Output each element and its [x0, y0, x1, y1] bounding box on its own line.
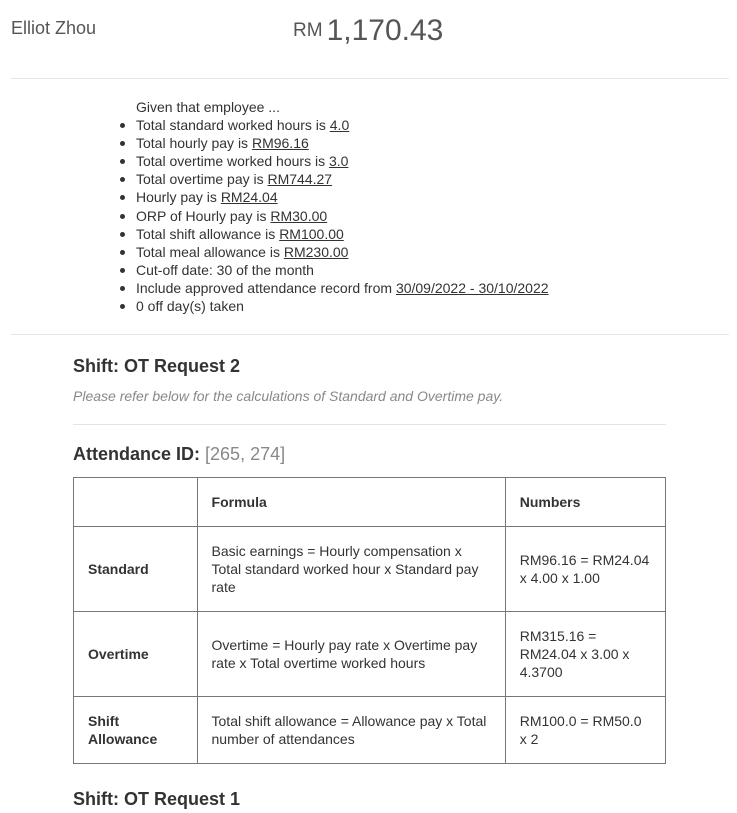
summary-list — [136, 116, 549, 315]
summary-intro: Given that employee ... — [136, 99, 280, 115]
list-item — [136, 297, 549, 315]
summary-divider — [11, 334, 729, 335]
row-formula: Basic earnings = Hourly compensation x Total standard worked hour x Standard pay rate — [197, 527, 505, 612]
summary-value: RM30.00 — [270, 207, 328, 224]
table-header-numbers: Numbers — [505, 478, 665, 527]
row-formula: Overtime = Hourly pay rate x Overtime pay rate x Total overtime worked hours — [197, 612, 505, 697]
summary-text: Total standard worked hours is — [136, 117, 330, 134]
summary-text: Total meal allowance is — [136, 243, 284, 260]
total-amount — [293, 14, 443, 48]
row-numbers: RM100.0 = RM50.0 x 2 — [505, 697, 665, 764]
table-row — [74, 612, 666, 697]
summary-value: 3.0 — [328, 153, 349, 170]
summary-value: 4.0 — [329, 117, 350, 134]
summary-text: Include approved attendance record from — [136, 279, 396, 296]
row-numbers: RM315.16 = RM24.04 x 3.00 x 4.3700 — [505, 612, 665, 697]
summary-value: 30/09/2022 - 30/10/2022 — [395, 279, 549, 296]
header-divider — [11, 78, 729, 79]
attendance-label: Attendance ID: — [73, 444, 201, 464]
list-item — [136, 134, 549, 152]
attendance-ids: [265, 274] — [205, 444, 286, 464]
list-item — [136, 116, 549, 134]
list-item — [136, 152, 549, 170]
table-row — [74, 697, 666, 764]
table-header-formula: Formula — [197, 478, 505, 527]
row-label: Overtime — [74, 612, 198, 697]
row-formula: Total shift allowance = Allowance pay x Total number of attendances — [197, 697, 505, 764]
summary-text: ORP of Hourly pay is — [136, 207, 271, 224]
list-item — [136, 207, 549, 225]
amount-value: 1,170.43 — [326, 14, 444, 47]
table-header-row — [74, 478, 666, 527]
currency-label: RM — [293, 20, 323, 41]
list-item — [136, 279, 549, 297]
summary-value: RM96.16 — [251, 135, 309, 152]
row-label: Standard — [74, 527, 198, 612]
summary-value: RM744.27 — [267, 171, 333, 188]
shift-title: Shift: OT Request 1 — [73, 789, 241, 809]
employee-summary — [136, 98, 549, 315]
list-item — [136, 225, 549, 243]
summary-text: Total overtime worked hours is — [136, 153, 329, 170]
employee-name: Elliot Zhou — [11, 18, 97, 38]
summary-text: Hourly pay is — [136, 189, 221, 206]
summary-text: Total shift allowance is — [136, 225, 280, 242]
calculation-note: Please refer below for the calculations of Standard and Overtime pay. — [73, 388, 504, 404]
summary-value: RM24.04 — [220, 189, 278, 206]
list-item — [136, 188, 549, 206]
summary-text: 0 off day(s) taken — [136, 298, 244, 315]
row-numbers: RM96.16 = RM24.04 x 4.00 x 1.00 — [505, 527, 665, 612]
list-item — [136, 261, 549, 279]
calculation-table — [73, 477, 666, 764]
list-item — [136, 170, 549, 188]
list-item — [136, 243, 549, 261]
summary-text: Total overtime pay is — [136, 171, 268, 188]
table-row — [74, 527, 666, 612]
summary-value: RM230.00 — [283, 243, 349, 260]
shift-divider — [73, 424, 666, 425]
attendance-heading — [73, 444, 285, 465]
payslip-header — [0, 0, 737, 78]
table-header-blank — [74, 478, 198, 527]
row-label: Shift Allowance — [74, 697, 198, 764]
summary-text: Cut-off date: 30 of the month — [136, 261, 314, 278]
summary-text: Total hourly pay is — [136, 135, 252, 152]
summary-value: RM100.00 — [279, 225, 344, 242]
shift-title: Shift: OT Request 2 — [73, 356, 241, 376]
